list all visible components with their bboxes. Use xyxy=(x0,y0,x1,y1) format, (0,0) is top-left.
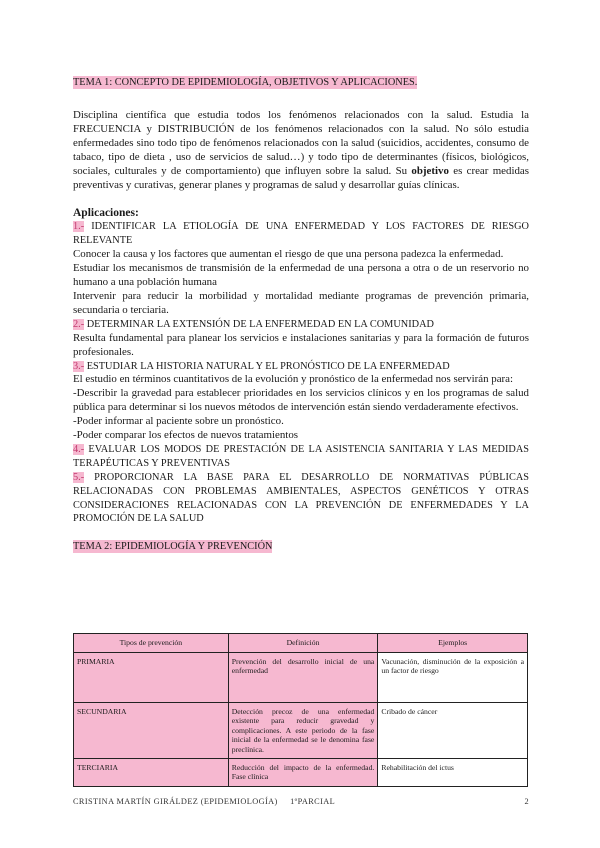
header-tipos: Tipos de prevención xyxy=(74,634,229,653)
table-cell-tipo: TERCIARIA xyxy=(74,759,229,787)
section-paragraph: El estudio en términos cuantitativos de la evolución y pronóstico de la enfermedad nos servirán para: xyxy=(73,373,514,386)
section-paragraph: -Poder comparar los efectos de nuevos tratamientos xyxy=(73,429,298,442)
section-title: EVALUAR LOS MODOS DE PRESTACIÓN DE LA ASISTENCIA SANITARIA Y LAS MEDIDAS TERAPÉUTICAS Y PREVENTIVAS xyxy=(73,443,529,469)
table-cell-ejemplos: Cribado de cáncer xyxy=(378,703,528,759)
section-number: 2.- xyxy=(73,318,85,330)
section-title: DETERMINAR LA EXTENSIÓN DE LA ENFERMEDAD EN LA COMUNIDAD xyxy=(84,318,434,330)
table-row xyxy=(74,703,528,759)
table-cell-definicion: Detección precoz de una enfermedad existente para reducir gravedad y complicaciones. A este periodo de la fase inicial de la enfermedad se le denomina fase preclínica. xyxy=(228,703,378,759)
section-paragraph: -Poder informar al paciente sobre un pronóstico. xyxy=(73,415,284,428)
page-footer xyxy=(73,797,529,807)
document-page xyxy=(73,72,529,565)
table-cell-tipo: PRIMARIA xyxy=(74,653,229,703)
section-paragraph: Conocer la causa y los factores que aumentan el riesgo de que una persona padezca la enfermedad. xyxy=(73,248,504,261)
section-paragraph: Resulta fundamental para planear los servicios e instalaciones sanitarias y para la formación de futuros profesionales. xyxy=(73,331,529,358)
section-title: ESTUDIAR LA HISTORIA NATURAL Y EL PRONÓSTICO DE LA ENFERMEDAD xyxy=(84,360,450,372)
table-row xyxy=(74,653,528,703)
section-number: 4.- xyxy=(73,443,85,455)
section-number: 1.- xyxy=(73,221,85,233)
section-paragraph: -Describir la gravedad para establecer prioridades en los servicios clínicos y en los programas de salud pública para determinar si los nuevos métodos de intervención están siendo verdaderamente efectivos. xyxy=(73,387,529,414)
section-paragraph: Intervenir para reducir la morbilidad y mortalidad mediante programas de prevención primaria, secundaria o terciaria. xyxy=(73,289,529,316)
section-number: 3.- xyxy=(73,360,85,372)
aplicaciones-heading: Aplicaciones: xyxy=(73,207,139,220)
intro-paragraph: Disciplina científica que estudia todos los fenómenos relacionados con la salud. Estudia la FRECUENCIA y DISTRIBUCIÓN de los fenómenos relacionados con la salud. No sólo estudia enfermedades sino todo tipo de fenómenos relacionados con la salud (suicidios, accidentes, consumo de tabaco, tipo de dieta , uso de servicios de salud…) y todo tipo de determinantes (físicos, biológicos, sociales, culturales y de comportamiento) que influyen sobre la salud. Su objetivo es crear medidas preventivas y curativas, generar planes y programas de salud y desarrollar guías clínicas. xyxy=(73,109,529,191)
table-header-row xyxy=(74,634,528,653)
section-paragraph: Estudiar los mecanismos de transmisión de la enfermedad de una persona a otra o de un reservorio no humano a una población humana xyxy=(73,262,529,289)
aplicaciones-sections xyxy=(73,220,529,526)
section-title: IDENTIFICAR LA ETIOLOGÍA DE UNA ENFERMEDAD Y LOS FACTORES DE RIESGO RELEVANTE xyxy=(73,221,529,247)
table-cell-ejemplos: Vacunación, disminución de la exposición a un factor de riesgo xyxy=(378,653,528,703)
section-heading xyxy=(73,443,529,471)
section-heading xyxy=(73,318,529,332)
table-cell-definicion: Prevención del desarrollo inicial de una enfermedad xyxy=(228,653,378,703)
page-number: 2 xyxy=(524,797,529,806)
section-number: 5.- xyxy=(73,471,85,483)
table-cell-definicion: Reducción del impacto de la enfermedad. Fase clínica xyxy=(228,759,378,787)
header-definicion: Definición xyxy=(228,634,378,653)
header-ejemplos: Ejemplos xyxy=(378,634,528,653)
section-heading xyxy=(73,360,529,374)
section-heading xyxy=(73,220,529,248)
table-cell-tipo: SECUNDARIA xyxy=(74,703,229,759)
footer-parcial: 1ºPARCIAL xyxy=(290,797,336,806)
footer-author: CRISTINA MARTÍN GIRÁLDEZ (EPIDEMIOLOGÍA) xyxy=(73,797,278,806)
table-cell-ejemplos: Rehabilitación del ictus xyxy=(378,759,528,787)
prevention-table xyxy=(73,633,528,787)
tema1-title: TEMA 1: CONCEPTO DE EPIDEMIOLOGÍA, OBJETIVOS Y APLICACIONES. xyxy=(73,77,418,88)
section-heading xyxy=(73,471,529,527)
section-title: PROPORCIONAR LA BASE PARA EL DESARROLLO DE NORMATIVAS PÚBLICAS RELACIONADAS CON PROBLEMAS AMBIENTALES, ASPECTOS GENÉTICOS Y OTRAS CONSIDERACIONES RELACIONADAS CON LA PREVENCIÓN DE ENFERMEDADES Y LA PROMOCIÓN DE LA SALUD xyxy=(73,471,529,525)
objetivo-bold: objetivo xyxy=(411,164,449,177)
tema2-title: TEMA 2: EPIDEMIOLOGÍA Y PREVENCIÓN xyxy=(73,541,273,553)
table-row xyxy=(74,759,528,787)
